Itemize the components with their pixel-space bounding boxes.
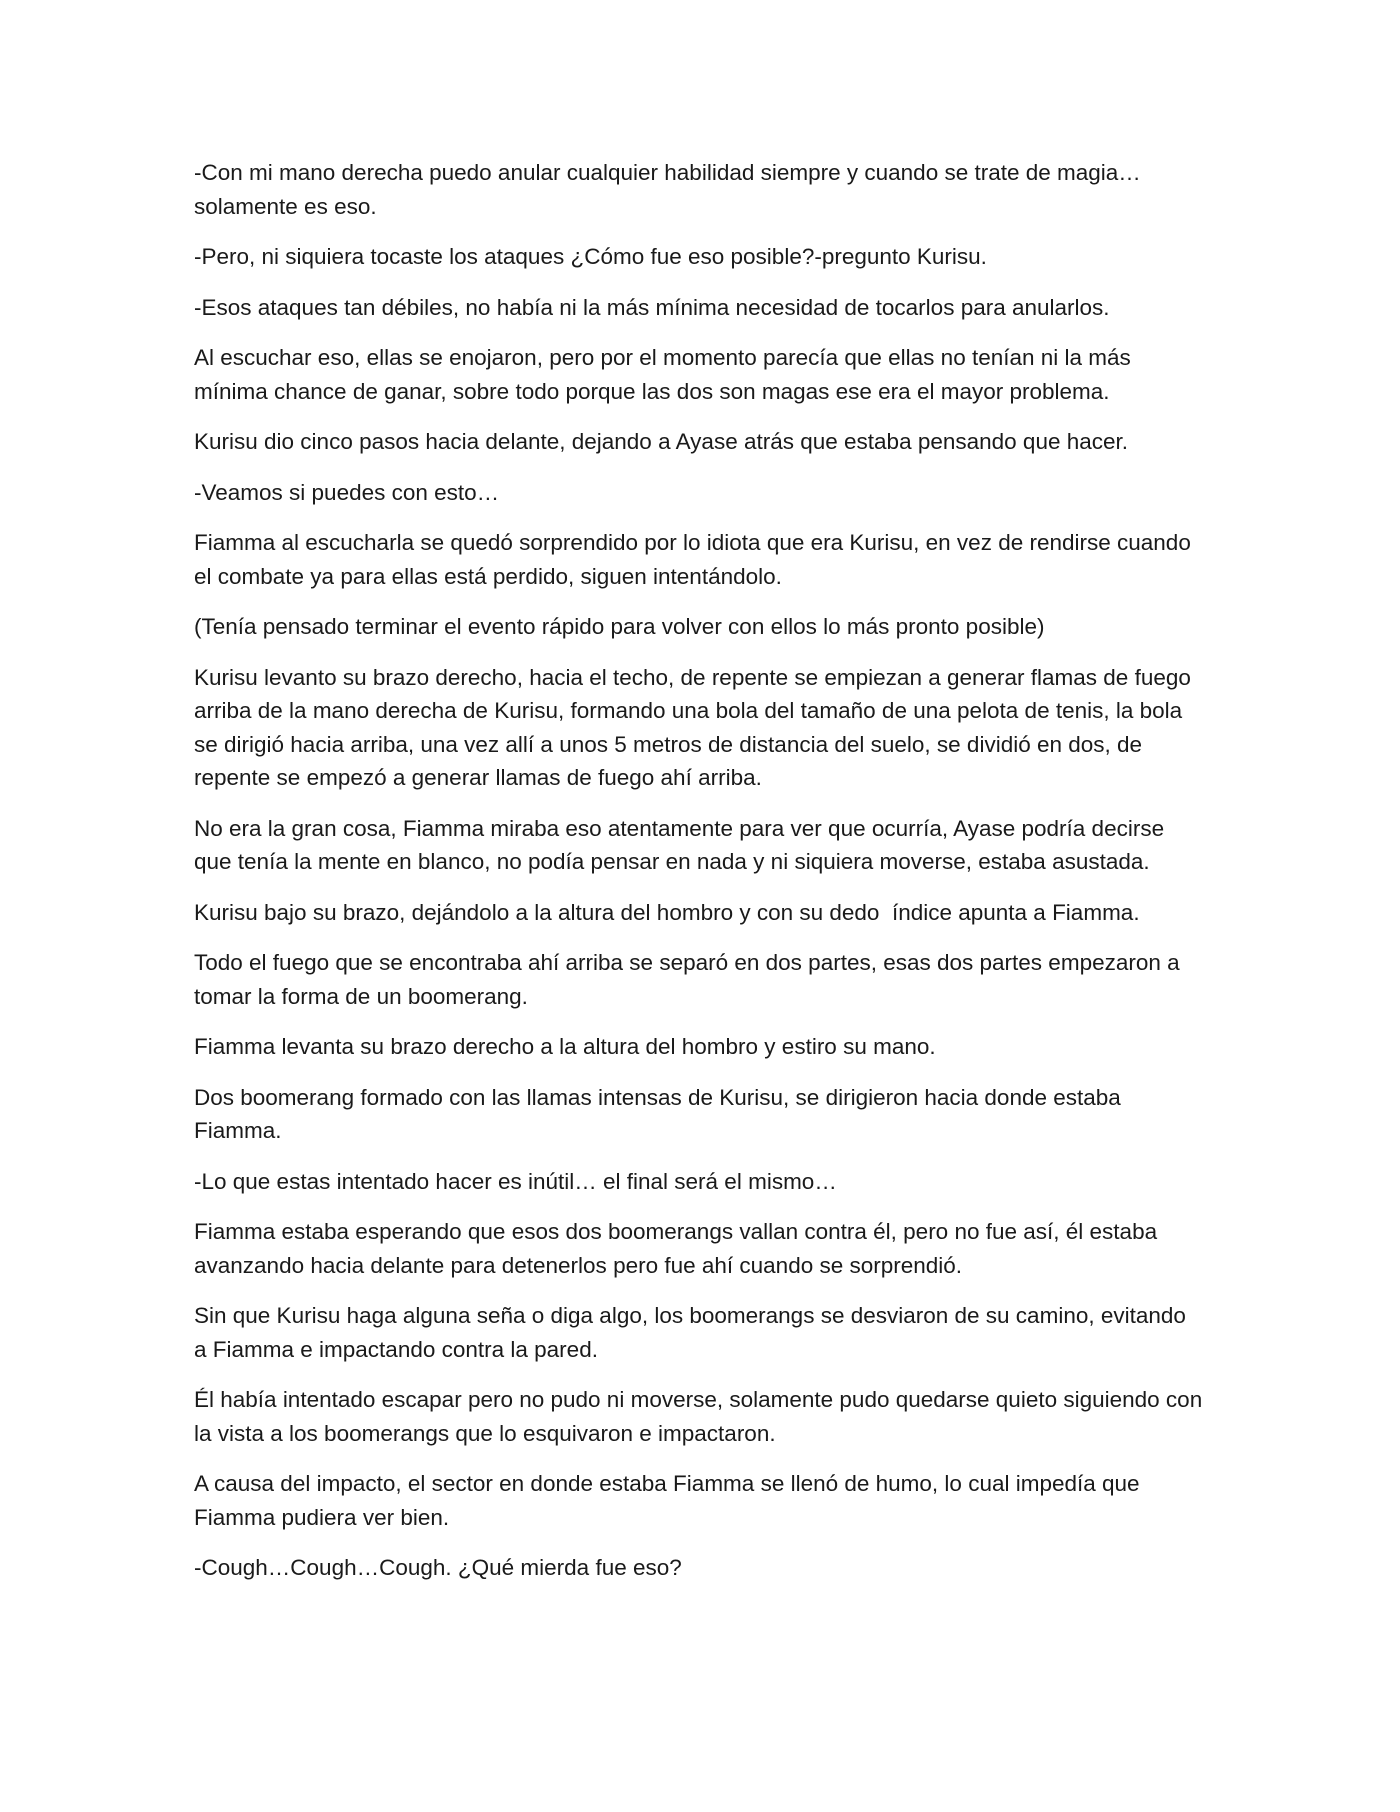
paragraph: -Veamos si puedes con esto… [194,479,500,505]
paragraph: A causa del impacto, el sector en donde estaba Fiamma se llenó de humo, lo cual impedía que Fiamma pudiera ver bien. [194,1471,1146,1530]
paragraph: Kurisu bajo su brazo, dejándolo a la altura del hombro y con su dedo índice apunta a Fiamma. [194,899,1140,925]
document-body [194,156,1209,1602]
paragraph: Dos boomerang formado con las llamas intensas de Kurisu, se dirigieron hacia donde estaba Fiamma. [194,1084,1128,1143]
paragraph: -Cough…Cough…Cough. ¿Qué mierda fue eso? [194,1555,682,1580]
paragraph: Todo el fuego que se encontraba ahí arriba se separó en dos partes, esas dos partes empezaron a tomar la forma de un boomerang. [194,950,1186,1009]
paragraph: Kurisu levanto su brazo derecho, hacia el techo, de repente se empiezan a generar flamas de fuego arriba de la mano derecha de Kurisu, formando una bola del tamaño de una pelota de tenis, la bola se dirigió hacia arriba, una vez allí a unos 5 metros de distancia del suelo, se dividió en dos, de repente se empezó a generar llamas de fuego ahí arriba. [194,664,1198,790]
paragraph: Kurisu dio cinco pasos hacia delante, dejando a Ayase atrás que estaba pensando que hacer. [194,429,1129,454]
paragraph: -Lo que estas intentado hacer es inútil… el final será el mismo… [194,1168,837,1194]
paragraph: -Pero, ni siquiera tocaste los ataques ¿Cómo fue eso posible?-pregunto Kurisu. [194,244,987,269]
paragraph: Al escuchar eso, ellas se enojaron, pero por el momento parecía que ellas no tenían ni la más mínima chance de ganar, sobre todo porque las dos son magas ese era el mayor problema. [194,345,1138,404]
paragraph: Fiamma estaba esperando que esos dos boomerangs vallan contra él, pero no fue así, él estaba avanzando hacia delante para detenerlos pero fue ahí cuando se sorprendió. [194,1219,1164,1278]
paragraph: -Esos ataques tan débiles, no había ni la más mínima necesidad de tocarlos para anularlos. [194,294,1110,320]
paragraph: -Con mi mano derecha puedo anular cualquier habilidad siempre y cuando se trate de magia… solamente es eso. [194,160,1148,219]
paragraph: Él había intentado escapar pero no pudo ni moverse, solamente pudo quedarse quieto siguiendo con la vista a los boomerangs que lo esquivaron e impactaron. [194,1387,1209,1446]
paragraph: Fiamma levanta su brazo derecho a la altura del hombro y estiro su mano. [194,1034,936,1059]
paragraph: Sin que Kurisu haga alguna seña o diga algo, los boomerangs se desviaron de su camino, evitando a Fiamma e impactando contra la pared. [194,1303,1193,1362]
paragraph: No era la gran cosa, Fiamma miraba eso atentamente para ver que ocurría, Ayase podría decirse que tenía la mente en blanco, no podía pensar en nada y ni siquiera moverse, estaba asustada. [194,815,1171,874]
paragraph: (Tenía pensado terminar el evento rápido para volver con ellos lo más pronto posible) [194,614,1045,639]
paragraph: Fiamma al escucharla se quedó sorprendido por lo idiota que era Kurisu, en vez de rendirse cuando el combate ya para ellas está perdido, siguen intentándolo. [194,530,1198,589]
